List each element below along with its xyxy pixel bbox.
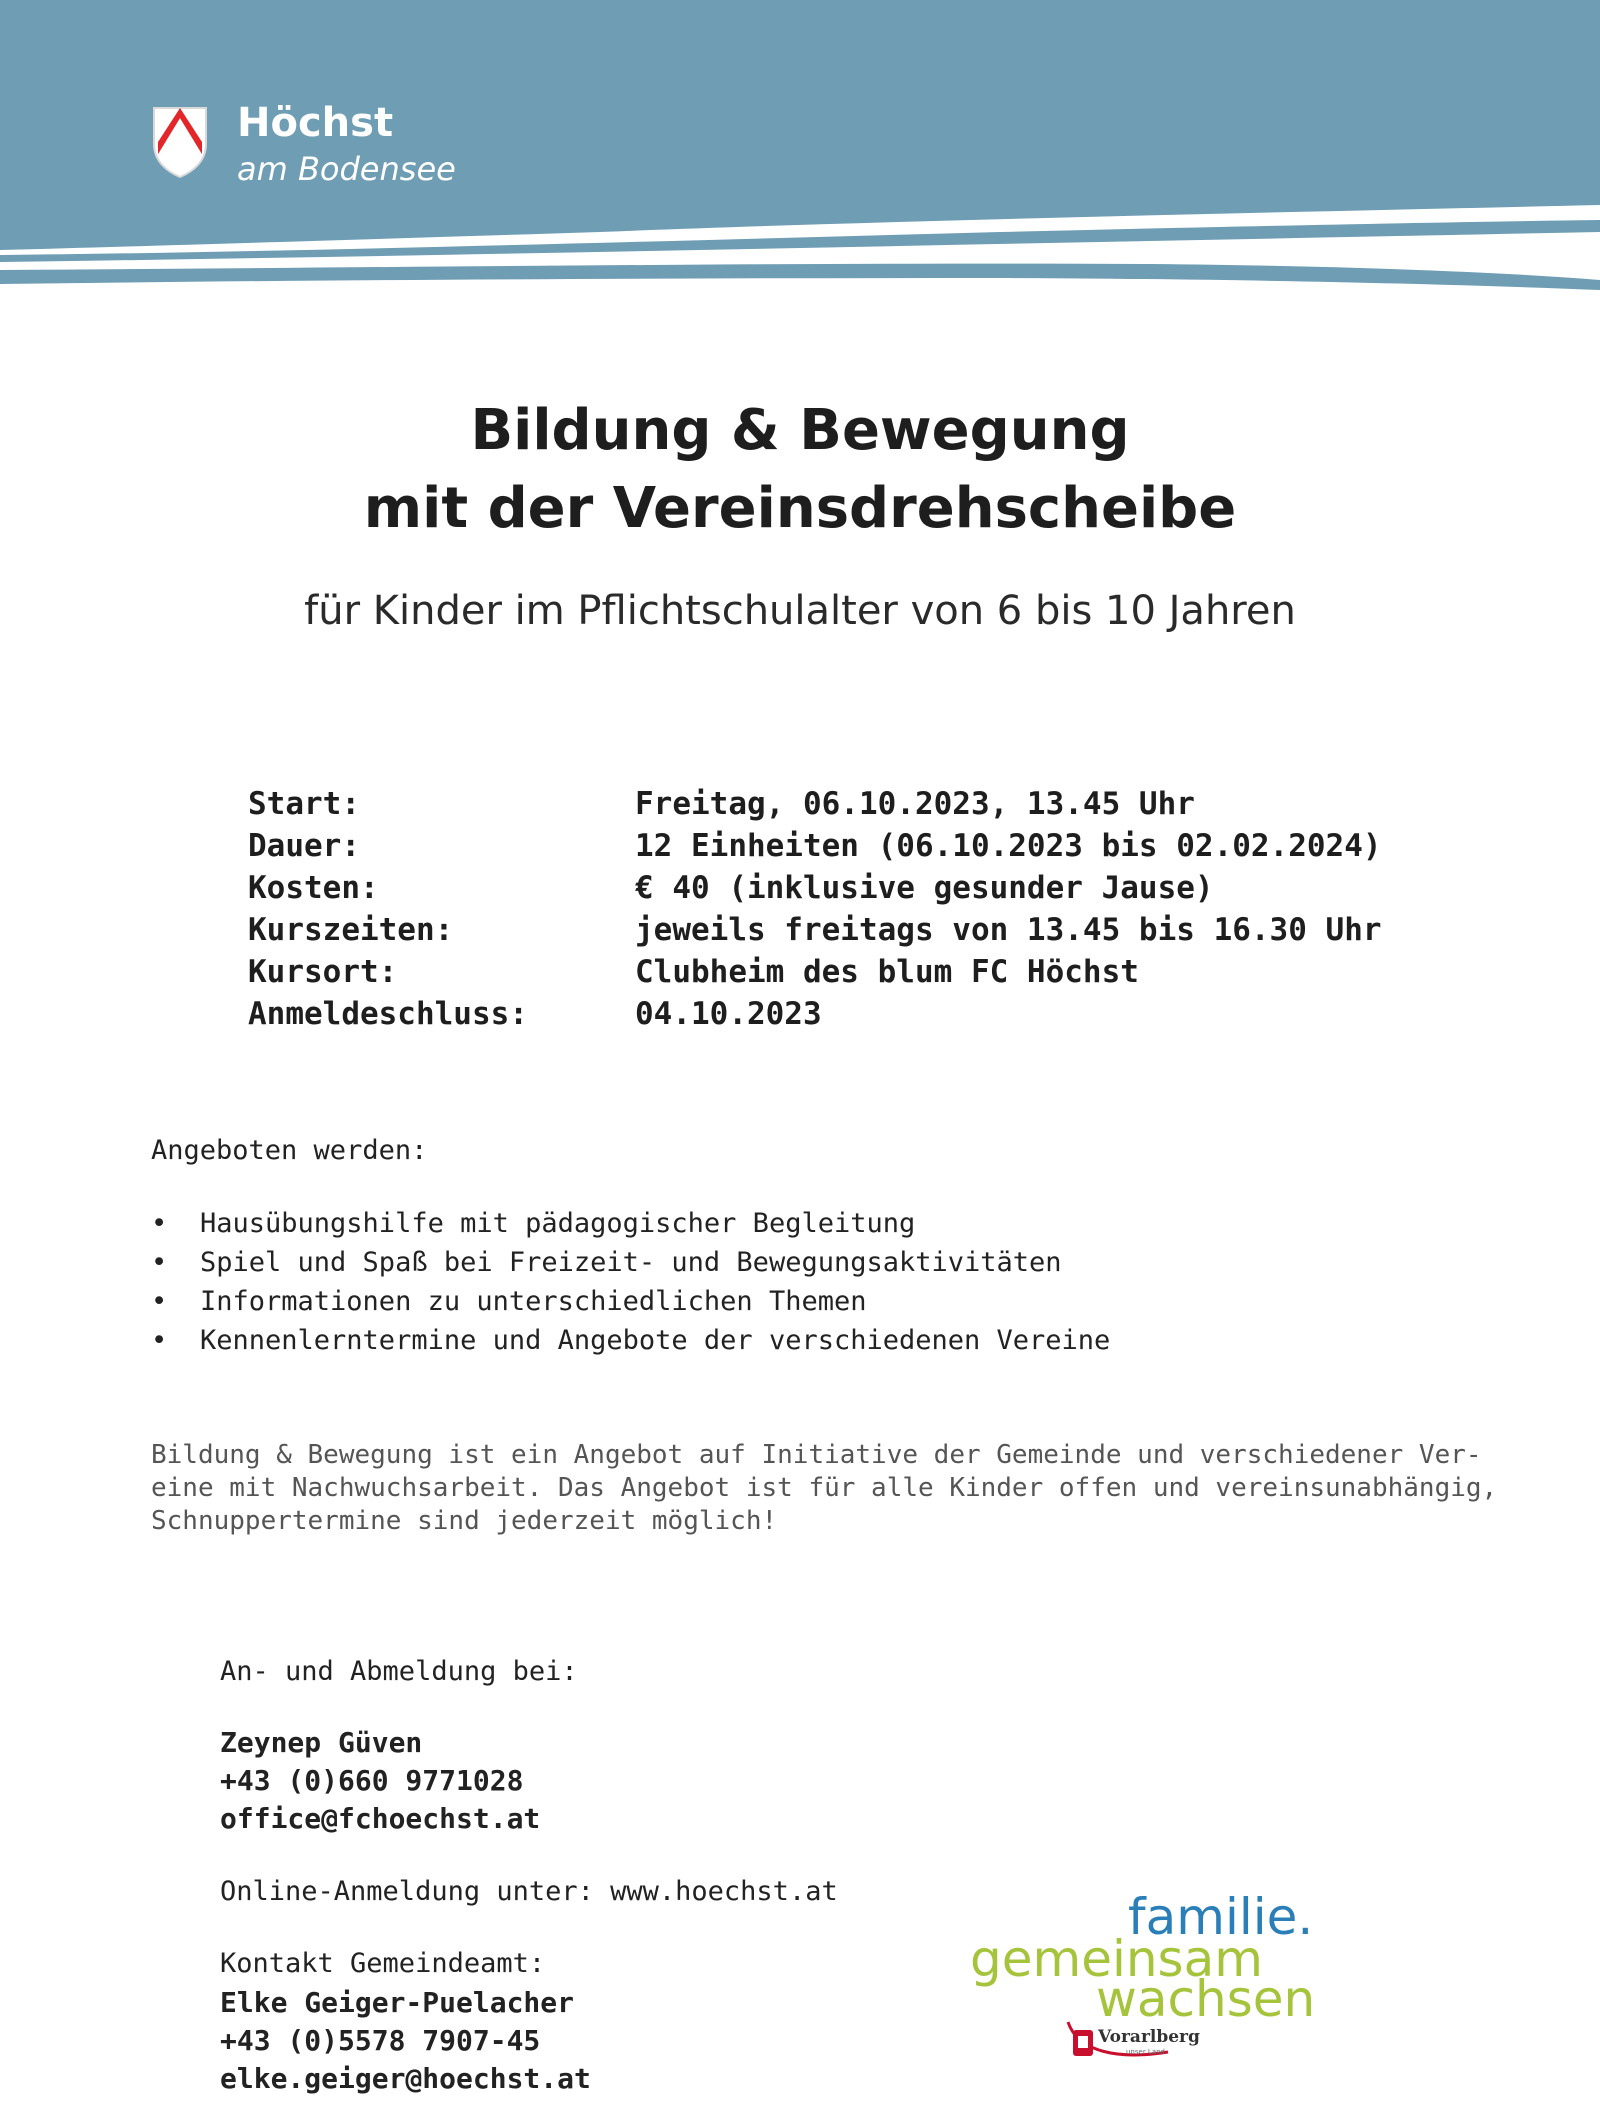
office-email-link[interactable]: elke.geiger@hoechst.at: [220, 2062, 591, 2095]
course-details: [248, 786, 1382, 1038]
title-line-1: Bildung & Bewegung: [470, 398, 1130, 463]
detail-label: Kosten:: [248, 870, 379, 906]
detail-label: Kurszeiten:: [248, 912, 454, 948]
detail-label: Anmeldeschluss:: [248, 996, 528, 1032]
detail-label: Start:: [248, 786, 360, 822]
title-line-2: mit der Vereinsdrehscheibe: [363, 476, 1237, 541]
logo-subtitle: am Bodensee: [237, 150, 456, 188]
page-title: [0, 392, 1600, 548]
info-line: Bildung & Bewegung ist ein Angebot auf Initiative der Gemeinde und verschiedener Ver-: [151, 1440, 1482, 1470]
bullet-icon: •: [151, 1325, 168, 1356]
vorarlberg-badge: Vorarlberg: [1098, 2027, 1200, 2047]
logo-word-wachsen: wachsen: [1096, 1970, 1316, 2028]
logo-word-familie: familie.: [1128, 1892, 1314, 1946]
info-line: Schnuppertermine sind jederzeit möglich!: [151, 1506, 778, 1536]
detail-value: Freitag, 06.10.2023, 13.45 Uhr: [635, 786, 1195, 822]
info-line: eine mit Nachwuchsarbeit. Das Angebot ist für alle Kinder offen und vereinsunabhängig,: [151, 1473, 1498, 1503]
bullet-icon: •: [151, 1247, 168, 1278]
bullet-icon: •: [151, 1286, 168, 1317]
detail-row-location: [248, 954, 1348, 996]
registration-heading: An- und Abmeldung bei:: [220, 1656, 578, 1687]
online-registration[interactable]: Online-Anmeldung unter: www.hoechst.at: [220, 1876, 838, 1907]
detail-value: jeweils freitags von 13.45 bis 16.30 Uhr: [635, 912, 1382, 948]
familie-gemeinsam-wachsen-logo: [968, 1892, 1348, 2072]
logo-word-gemeinsam: gemeinsam: [970, 1930, 1263, 1988]
info-paragraph: [151, 1440, 1498, 1539]
coat-of-arms-icon: [150, 104, 210, 180]
list-item-text: Hausübungshilfe mit pädagogischer Begleitung: [200, 1208, 916, 1239]
detail-row-cost: [248, 870, 1348, 912]
hoechst-logo: [150, 100, 470, 194]
detail-row-duration: [248, 828, 1382, 870]
detail-row-deadline: [248, 996, 1348, 1038]
office-name: Elke Geiger-Puelacher: [220, 1986, 575, 2019]
office-heading: Kontakt Gemeindeamt:: [220, 1948, 546, 1979]
detail-row-times: [248, 912, 1382, 954]
vorarlberg-badge-sub: unser Land: [1126, 2048, 1165, 2056]
page-subtitle: für Kinder im Pflichtschulalter von 6 bis 10 Jahren: [304, 588, 1296, 634]
list-item-text: Informationen zu unterschiedlichen Themen: [200, 1286, 867, 1317]
detail-value: Clubheim des blum FC Höchst: [635, 954, 1139, 990]
list-item-text: Spiel und Spaß bei Freizeit- und Bewegungsaktivitäten: [200, 1247, 1062, 1278]
registration-name: Zeynep Güven: [220, 1726, 423, 1759]
detail-row-start: [248, 786, 1348, 828]
detail-label: Kursort:: [248, 954, 398, 990]
list-item-text: Kennenlerntermine und Angebote der verschiedenen Vereine: [200, 1325, 1111, 1356]
registration-email-link[interactable]: office@fchoechst.at: [220, 1802, 541, 1835]
bullet-icon: •: [151, 1208, 168, 1239]
detail-value: 04.10.2023: [635, 996, 822, 1032]
logo-name: Höchst: [237, 100, 394, 146]
detail-value: € 40 (inklusive gesunder Jause): [635, 870, 1214, 906]
offers-heading: Angeboten werden:: [151, 1135, 428, 1166]
detail-value: 12 Einheiten (06.10.2023 bis 02.02.2024): [635, 828, 1382, 864]
office-phone[interactable]: +43 (0)5578 7907-45: [220, 2024, 541, 2057]
detail-label: Dauer:: [248, 828, 360, 864]
registration-phone[interactable]: +43 (0)660 9771028: [220, 1764, 524, 1797]
header-stripe-2: [0, 264, 1600, 290]
